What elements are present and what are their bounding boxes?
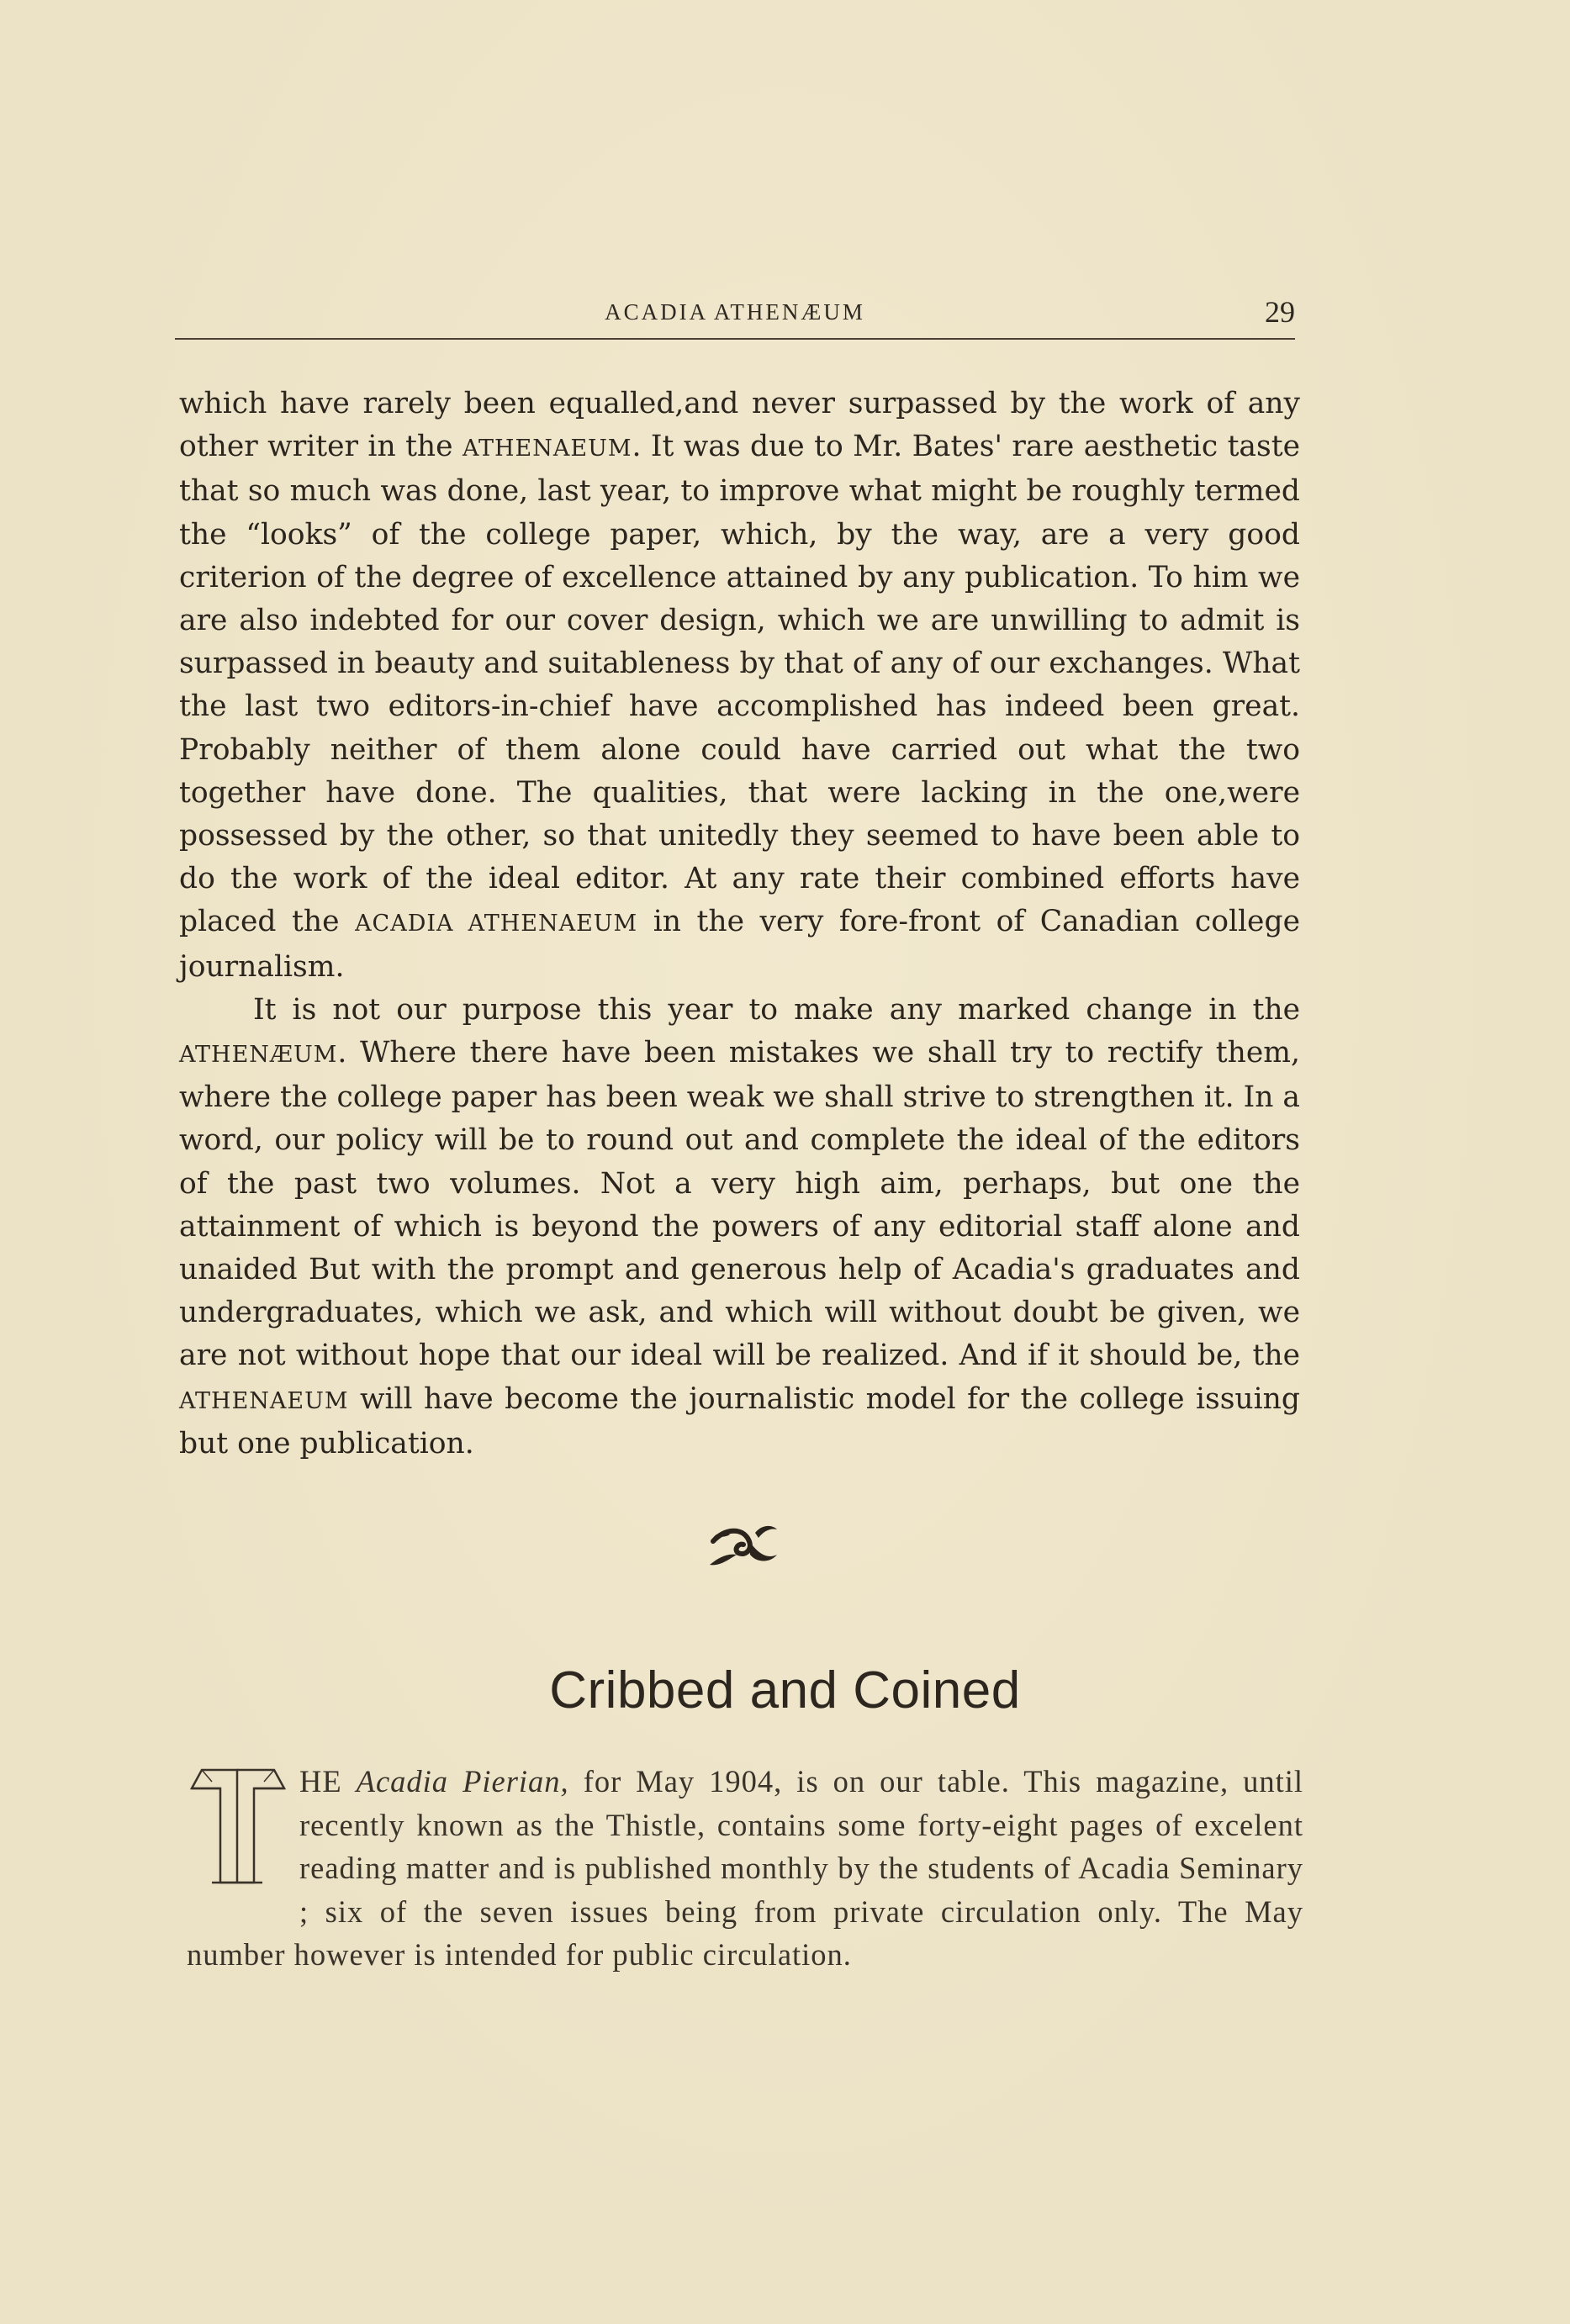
dropcap bbox=[187, 1763, 289, 1891]
paragraph-2 bbox=[179, 989, 1300, 1466]
editorial-text bbox=[179, 383, 1300, 1466]
review-caps: HE bbox=[299, 1764, 342, 1798]
review-text bbox=[187, 1760, 1303, 1977]
p2-text-a: It is not our purpose this year to make any marked change in the bbox=[253, 992, 1300, 1027]
paragraph-1 bbox=[179, 383, 1300, 989]
fleuron-icon bbox=[705, 1516, 782, 1575]
p1-athenaeum: ATHENAEUM bbox=[462, 436, 632, 462]
review-body: for May 1904, is on our table. This magazine, until recently known as the Thistle, contains some forty-eight pages of excelent reading matter and is published monthly by the students of Acadia Seminary ; six of the seven issues being from private circulation only. The May number however is intended for public circulation. bbox=[187, 1764, 1304, 1972]
p2-text-b: . Where there have been mistakes we shall try to rectify them, where the college paper has been weak we shall strive to strengthen it. In a word, our policy will be to round out and complete the ideal of the editors of the past two volumes. Not a very high aim, perhaps, but one the attainment of which is beyond the powers of any editorial staff alone and unaided But with the prompt and generous help of Acadia's graduates and undergraduates, which we ask, and which will without doubt be given, we are not without hope that our ideal will be realized. And if it should be, the bbox=[179, 1036, 1300, 1373]
magazine-title: Acadia Pierian, bbox=[356, 1764, 569, 1798]
p1-acadia-athenaeum: ACADIA ATHENAEUM bbox=[355, 911, 638, 938]
p2-text-c: will have become the journalistic model for the college issuing but one publication. bbox=[179, 1381, 1300, 1460]
p1-text-a: which have rarely been equalled,and never surpassed by the work of any other writer in the bbox=[179, 387, 1300, 464]
p1-text-b: . It was due to Mr. Bates' rare aesthetic taste that so much was done, last year, to improve what might be roughly termed the “looks” of the college paper, which, by the way, are a very good criterion of the degree of excellence attained by any publication. To him we are also indebted for our cover design, which we are unwilling to admit is surpassed in beauty and suitableness by that of any of our exchanges. What the last two editors-in-chief have accomplished has indeed been great. Probably neither of them alone could have carried out what the two together have done. The qualities, that were lacking in the one,were possessed by the other, so that unitedly they seemed to have been able to do the work of the ideal editor. At any rate their combined efforts have placed the bbox=[179, 430, 1300, 939]
page-number: 29 bbox=[1265, 295, 1295, 329]
section-title: Cribbed and Coined bbox=[549, 1661, 1021, 1719]
dropcap-t-icon bbox=[187, 1763, 289, 1891]
p1-text-c: in the very fore-front of Canadian college journalism. bbox=[179, 905, 1300, 984]
fleuron-ornament bbox=[0, 1516, 1570, 1583]
p2-athenaeum-2: ATHENAEUM bbox=[179, 1387, 349, 1414]
running-title: ACADIA ATHENÆUM bbox=[605, 299, 865, 325]
header-rule bbox=[175, 338, 1295, 340]
review-paragraph bbox=[187, 1760, 1303, 1977]
running-head bbox=[175, 294, 1295, 343]
p2-athenaeum: ATHENÆUM bbox=[179, 1042, 338, 1069]
